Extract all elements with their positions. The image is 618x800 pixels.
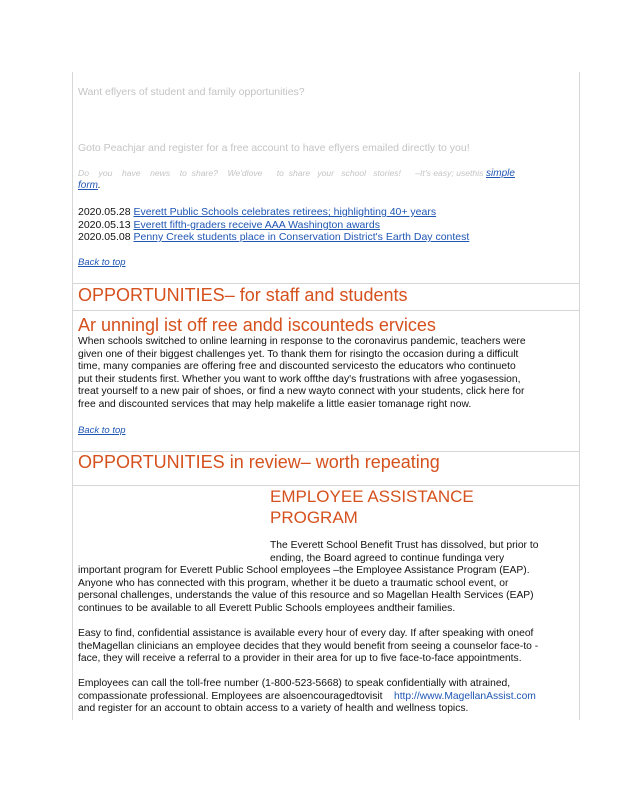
- body-line: time, many companies are offering free and discounted servicesto the educators who continueto: [78, 361, 516, 373]
- section2-heading: OPPORTUNITIES in review– worth repeating: [78, 452, 440, 472]
- section1-subheading: Ar unningl ist off ree andd iscounteds ervices: [78, 315, 436, 335]
- magellan-link[interactable]: http://www.MagellanAssist.com: [393, 690, 536, 702]
- eap-title: [270, 486, 474, 528]
- section1-heading: OPPORTUNITIES– for staff and students: [78, 285, 408, 305]
- body-line: personal challenges, understands the value of this resource and so Magellan Health Services (EAP): [78, 590, 534, 602]
- eap-paragraph-1: [78, 565, 534, 615]
- eap-title-line: PROGRAM: [270, 508, 358, 527]
- news-date: 2020.05.28: [78, 206, 131, 218]
- eap-paragraph-3: [78, 678, 536, 716]
- simple-form-link[interactable]: simple: [486, 168, 515, 179]
- share-news-line: [78, 168, 572, 179]
- body-line: free and discounted services that may help makelife a little easier tomanage right now.: [78, 398, 472, 410]
- body-line: theMagellan clinicians an employee decides that they would benefit from seeing a counselor face-to -: [78, 640, 539, 652]
- divider: [72, 310, 579, 311]
- body-line: given one of their biggest challenges yet. To thank them for risingto the occasion during a difficult: [78, 348, 519, 360]
- eap-paragraph-2: [78, 628, 538, 666]
- body-line: The Everett School Benefit Trust has dissolved, but prior to: [270, 540, 539, 551]
- news-date: 2020.05.08: [78, 231, 131, 243]
- body-line: Anyone who has connected with this program, whether it be dueto a traumatic school event, or: [78, 577, 509, 589]
- body-line: Employees can call the toll-free number (1-800-523-5668) to speak confidentially with atrained,: [78, 678, 511, 689]
- news-link[interactable]: Everett fifth-graders receive AAA Washington awards: [133, 218, 380, 231]
- divider: [72, 283, 579, 284]
- simple-form-line2: [78, 180, 101, 191]
- news-link[interactable]: Penny Creek students place in Conservation District's Earth Day contest: [133, 231, 470, 243]
- eap-title-line: EMPLOYEE ASSISTANCE: [270, 487, 474, 506]
- news-date: 2020.05.13: [78, 218, 131, 231]
- news-item: [78, 206, 469, 219]
- back-to-top-link[interactable]: Back to top: [78, 257, 126, 268]
- news-item: [78, 219, 469, 232]
- news-item: [78, 231, 469, 244]
- body-line: and register for an account to obtain access to a variety of health and wellness topics.: [78, 703, 469, 715]
- eflyers-question: Want eflyers of student and family opportunities?: [78, 86, 305, 98]
- peachjar-instructions: Goto Peachjar and register for a free account to have eflyers emailed directly to you!: [78, 142, 470, 154]
- section1-body: [78, 336, 574, 412]
- form-period: .: [98, 180, 101, 191]
- body-line: [78, 691, 536, 704]
- body-line: put their students first. Whether you want to work offthe day's frustrations with afree yogasession,: [78, 373, 521, 385]
- share-news-text: Do you have news to share? We'dlove to share your school stories! –It’s easy; usethis: [78, 168, 484, 178]
- body-line: Easy to find, confidential assistance is available every hour of every day. If after speaking with oneof: [78, 628, 534, 639]
- back-to-top-link[interactable]: Back to top: [78, 425, 126, 436]
- body-line: ending, the Board agreed to continue fundinga very: [270, 552, 505, 564]
- body-line: important program for Everett Public School employees –the Employee Assistance Program (EAP).: [78, 565, 530, 576]
- body-line: continues to be available to all Everett Public Schools employees andtheir families.: [78, 602, 456, 614]
- body-line: face, they will receive a referral to a provider in their area for up to five face-to-face appointments.: [78, 653, 522, 665]
- news-list: [78, 206, 469, 244]
- body-text: compassionate professional. Employees are alsoencouragedtovisit: [78, 690, 383, 702]
- body-line: When schools switched to online learning in response to the coronavirus pandemic, teachers were: [78, 336, 526, 347]
- form-link[interactable]: form: [78, 180, 98, 191]
- eap-intro-indented: [270, 540, 538, 565]
- body-line: treat yourself to a new pair of shoes, or find a new wayto connect with your students, click here for: [78, 386, 525, 398]
- news-link[interactable]: Everett Public Schools celebrates retirees; highlighting 40+ years: [133, 206, 437, 218]
